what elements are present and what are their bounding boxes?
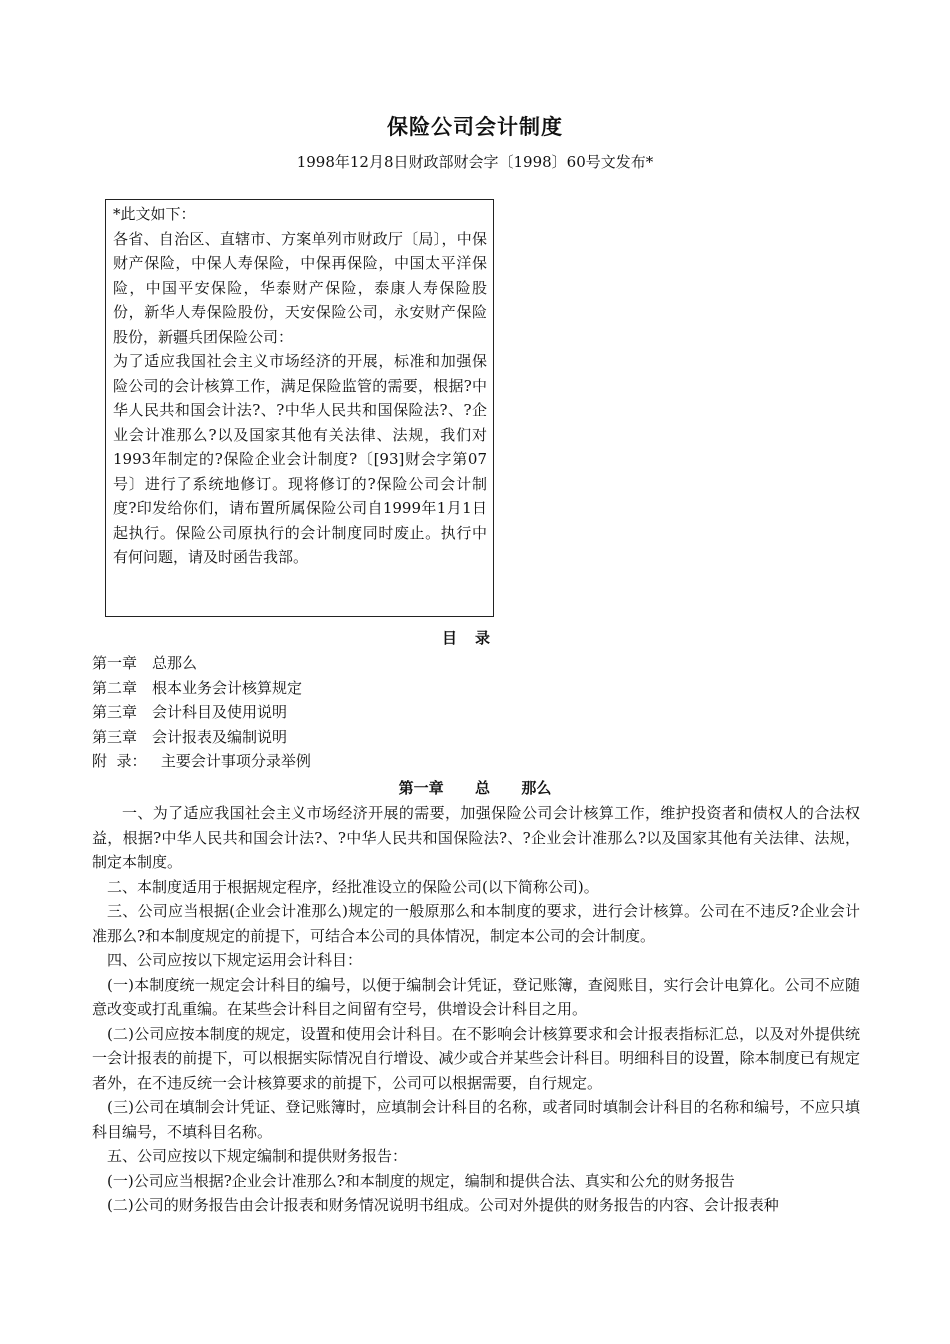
- notice-box: [105, 199, 494, 617]
- notice-body: 为了适应我国社会主义市场经济的开展，标准和加强保险公司的会计核算工作，满足保险监管的需要，根据?中华人民共和国会计法?、?中华人民共和国保险法?、?企业会计准那么?以及国家其他有关法律、法规，我们对1993年制定的?保险企业会计制度?〔[93]财会字第07号〕进行了系统地修订。现将修订的?保险公司会计制度?印发给你们，请布置所属保险公司自1999年1月1日起执行。保险公司原执行的会计制度同时废止。执行中有何问题，请及时函告我部。: [113, 352, 487, 566]
- toc-item: 附 录： 主要会计事项分录举例: [92, 752, 311, 771]
- toc-heading: 目录: [441, 629, 508, 647]
- body-paragraph: 一、为了适应我国社会主义市场经济开展的需要，加强保险公司会计核算工作，维护投资者和债权人的合法权益，根据?中华人民共和国会计法?、?中华人民共和国保险法?、?企业会计准那么?以及国家其他有关法律、法规，制定本制度。: [92, 804, 860, 871]
- document-subtitle: 1998年12月8日财政部财会字〔1998〕60号文发布*: [296, 153, 654, 171]
- toc-item: 第一章 总那么: [92, 654, 198, 672]
- notice-recipients: 各省、自治区、直辖市、方案单列市财政厅〔局〕，中保财产保险，中保人寿保险，中保再保险，中国太平洋保险，中国平安保险，华泰财产保险，泰康人寿保险股份，新华人寿保险股份，天安保险公司，永安财产保险股份，新疆兵团保险公司：: [113, 229, 487, 346]
- body-paragraph: 四、公司应按以下规定运用会计科目：: [107, 951, 363, 969]
- body-paragraph: (三)公司在填制会计凭证、登记账簿时，应填制会计科目的名称，或者同时填制会计科目的名称和编号，不应只填科目编号，不填科目名称。: [92, 1098, 860, 1141]
- body-paragraph: 三、公司应当根据(企业会计准那么)规定的一般原那么和本制度的要求，进行会计核算。公司在不违反?企业会计准那么?和本制度规定的前提下，可结合本公司的具体情况，制定本公司的会计制度。: [92, 902, 860, 945]
- body-paragraph: 二、本制度适用于根据规定程序，经批准设立的保险公司(以下简称公司)。: [107, 877, 599, 896]
- chapter-body: [92, 801, 860, 1218]
- chapter-heading: 第一章 总 那么: [398, 779, 552, 797]
- toc-item: 第三章 会计科目及使用说明: [92, 703, 288, 722]
- toc-item: 第二章 根本业务会计核算规定: [92, 678, 303, 697]
- body-paragraph: (二)公司应按本制度的规定，设置和使用会计科目。在不影响会计核算要求和会计报表指标汇总，以及对外提供统一会计报表的前提下，可以根据实际情况自行增设、减少或合并某些会计科目。明细科目的设置，除本制度已有规定者外，在不违反统一会计核算要求的前提下，公司可以根据需要，自行规定。: [92, 1024, 860, 1092]
- toc-item: 第三章 会计报表及编制说明: [92, 727, 288, 746]
- document-title: 保险公司会计制度: [387, 115, 563, 139]
- body-paragraph: 五、公司应按以下规定编制和提供财务报告：: [107, 1147, 408, 1165]
- notice-intro: *此文如下：: [113, 205, 196, 223]
- body-paragraph: (一)公司应当根据?企业会计准那么?和本制度的规定，编制和提供合法、真实和公允的财务报告: [107, 1171, 735, 1190]
- body-paragraph: (二)公司的财务报告由会计报表和财务情况说明书组成。公司对外提供的财务报告的内容、会计报表种: [107, 1196, 779, 1214]
- body-paragraph: (一)本制度统一规定会计科目的编号，以便于编制会计凭证，登记账簿，查阅账目，实行会计电算化。公司不应随意改变或打乱重编。在某些会计科目之间留有空号，供增设会计科目之用。: [92, 975, 860, 1018]
- table-of-contents: [92, 651, 311, 774]
